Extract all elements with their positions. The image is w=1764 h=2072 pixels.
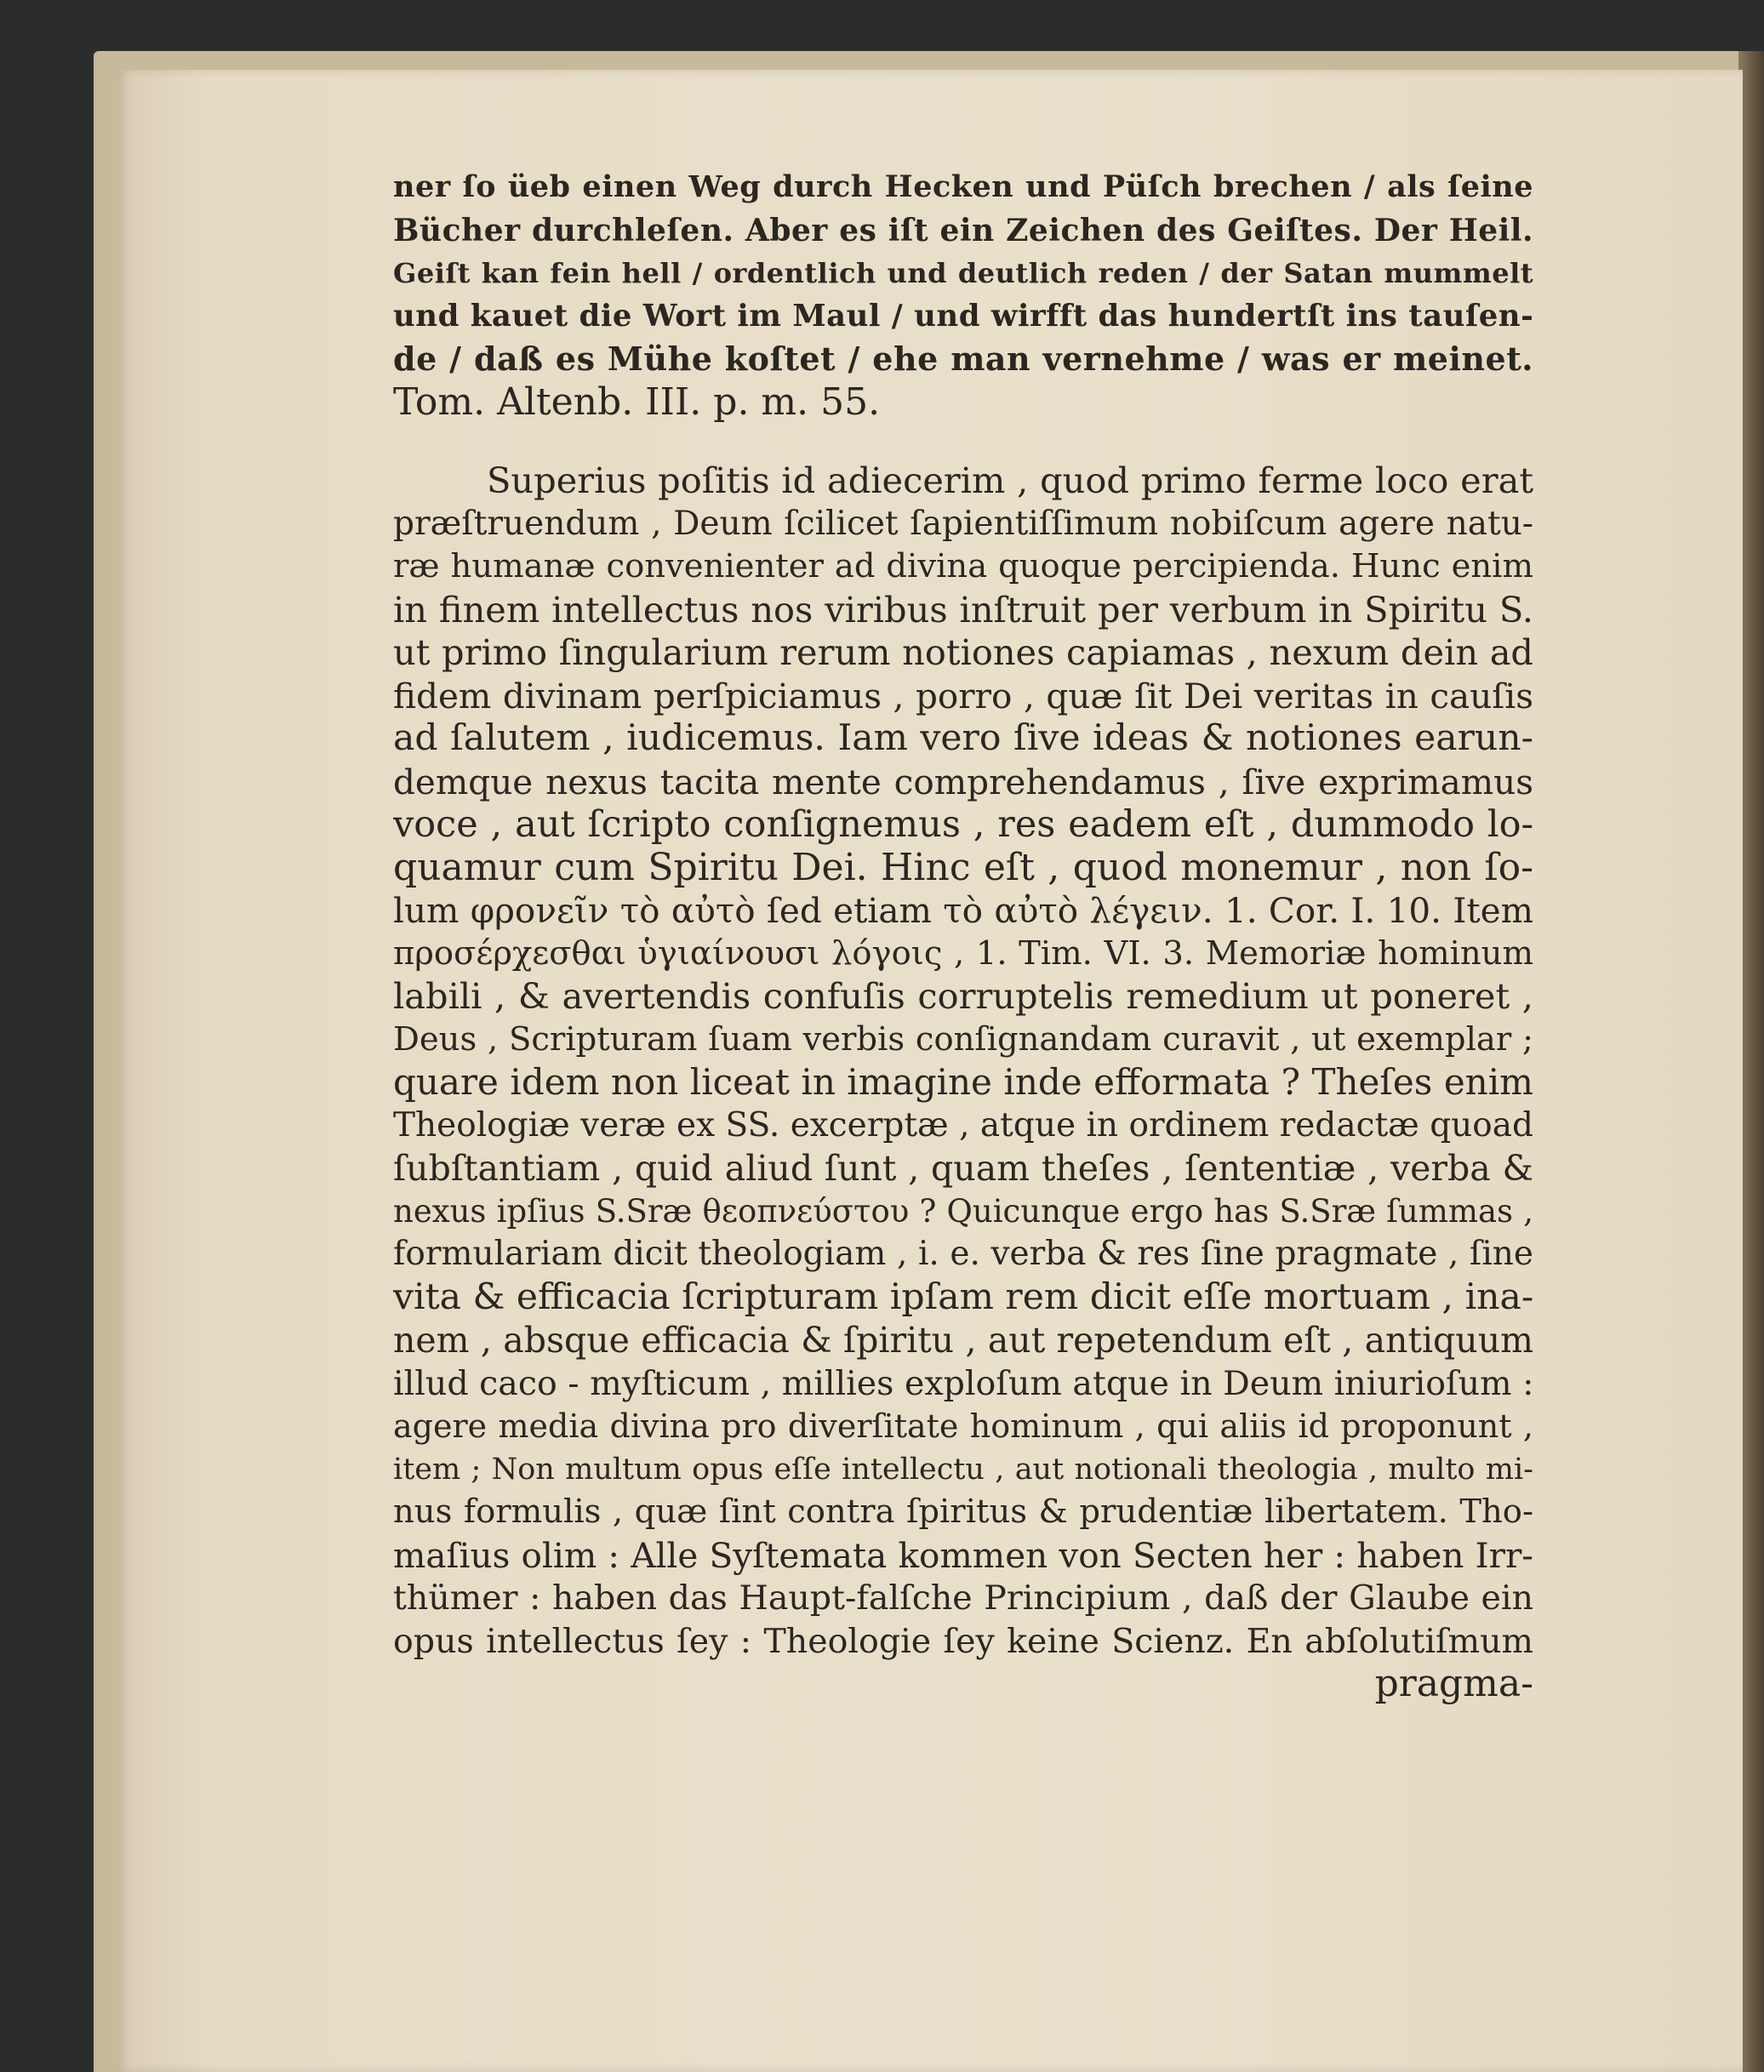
- paragraph-line: Theologiæ veræ ex SS. excerptæ , atque in ordinem redactæ quoad: [393, 1105, 1533, 1144]
- paragraph-line: lum φρονεῖν τὸ αὐτὸ ſed etiam τὸ αὐτὸ λέγειν. 1. Cor. I. 10. Item: [393, 890, 1533, 931]
- paragraph-line: labili , & avertendis confuſis corruptelis remedium ut poneret ,: [393, 975, 1533, 1017]
- paragraph-line: nexus ipſius S.Sræ θεοπνεύστου ? Quicunque ergo has S.Sræ ſummas ,: [393, 1192, 1533, 1230]
- paragraph-line: quamur cum Spiritu Dei. Hinc eſt , quod monemur , non ſo-: [393, 846, 1533, 889]
- paragraph-line: illud caco - myſticum , millies exploſum atque in Deum iniurioſum :: [393, 1363, 1533, 1403]
- paragraph-line: Deus , Scripturam ſuam verbis conſignandam curavit , ut exemplar ;: [393, 1019, 1533, 1059]
- fraktur-line: Geiſt kan fein hell / ordentlich und deutlich reden / der Satan mummelt: [393, 257, 1533, 289]
- paragraph-line: vita & efficacia ſcripturam ipſam rem dicit eſſe mortuam , ina-: [393, 1276, 1533, 1318]
- fraktur-line: und kauet die Wort im Maul / und wirfft das hundertſt ins tauſen-: [393, 298, 1533, 334]
- fraktur-line: de / daß es Mühe koſtet / ehe man vernehme / was er meinet.: [393, 340, 1533, 378]
- paragraph-line: quare idem non liceat in imagine inde efformata ? Theſes enim: [393, 1061, 1533, 1103]
- paragraph-line: demque nexus tacita mente comprehendamus , ſive exprimamus: [393, 761, 1533, 802]
- fraktur-line: Bücher durchleſen. Aber es iſt ein Zeichen des Geiſtes. Der Heil.: [393, 212, 1533, 248]
- paragraph-line: thümer : haben das Haupt-falſche Principium , daß der Glaube ein: [393, 1578, 1533, 1618]
- page-text: [393, 166, 1533, 1706]
- paragraph-line: nem , absque efficacia & ſpiritu , aut repetendum eſt , antiquum: [393, 1320, 1533, 1361]
- catchword: pragma-: [1374, 1663, 1533, 1705]
- paragraph-line: fidem divinam perſpiciamus , porro , quæ ſit Dei veritas in cauſis: [393, 675, 1533, 716]
- paragraph-line: formulariam dicit theologiam , i. e. verba & res ſine pragmate , ſine: [393, 1235, 1533, 1273]
- paragraph-line: in finem intellectus nos viribus inſtruit per verbum in Spiritu S.: [393, 588, 1533, 631]
- paragraph-line: Superius poſitis id adiecerim , quod primo ferme loco erat: [487, 459, 1533, 501]
- paragraph-line: ſubſtantiam , quid aliud ſunt , quam theſes , ſententiæ , verba &: [393, 1148, 1533, 1189]
- paragraph-line: agere media divina pro diverſitate hominum , qui aliis id proponunt ,: [393, 1407, 1533, 1445]
- paragraph-line: opus intellectus ſey : Theologie ſey keine Scienz. En abſolutiſmum: [393, 1621, 1533, 1661]
- paragraph-line: προσέρχεσθαι ὑγιαίνουσι λόγοις , 1. Tim. VI. 3. Memoriæ hominum: [393, 933, 1533, 973]
- fraktur-line: ner ſo üeb einen Weg durch Hecken und Püſch brechen / als ſeine: [393, 169, 1533, 204]
- paragraph-line: item ; Non multum opus eſſe intellectu , aut notionali theologia , multo mi-: [393, 1452, 1533, 1487]
- paragraph-gap: [393, 424, 1533, 459]
- paragraph-line: voce , aut ſcripto conſignemus , res eadem eſt , dummodo lo-: [393, 803, 1533, 846]
- citation-line: Tom. Altenb. III. p. m. 55.: [393, 380, 881, 424]
- paragraph-line: ad ſalutem , iudicemus. Iam vero ſive ideas & notiones earun-: [393, 717, 1533, 759]
- paragraph-line: præſtruendum , Deum ſcilicet ſapientiſſimum nobiſcum agere natu-: [393, 504, 1533, 543]
- paragraph-line: ræ humanæ convenienter ad divina quoque percipienda. Hunc enim: [393, 547, 1533, 585]
- paragraph-line: nus formulis , quæ ſint contra ſpiritus & prudentiæ libertatem. Tho-: [393, 1493, 1533, 1531]
- paragraph-line: ut primo ſingularium rerum notiones capiamas , nexum dein ad: [393, 631, 1533, 673]
- paragraph-line: maſius olim : Alle Syſtemata kommen von Secten her : haben Irr-: [393, 1534, 1533, 1576]
